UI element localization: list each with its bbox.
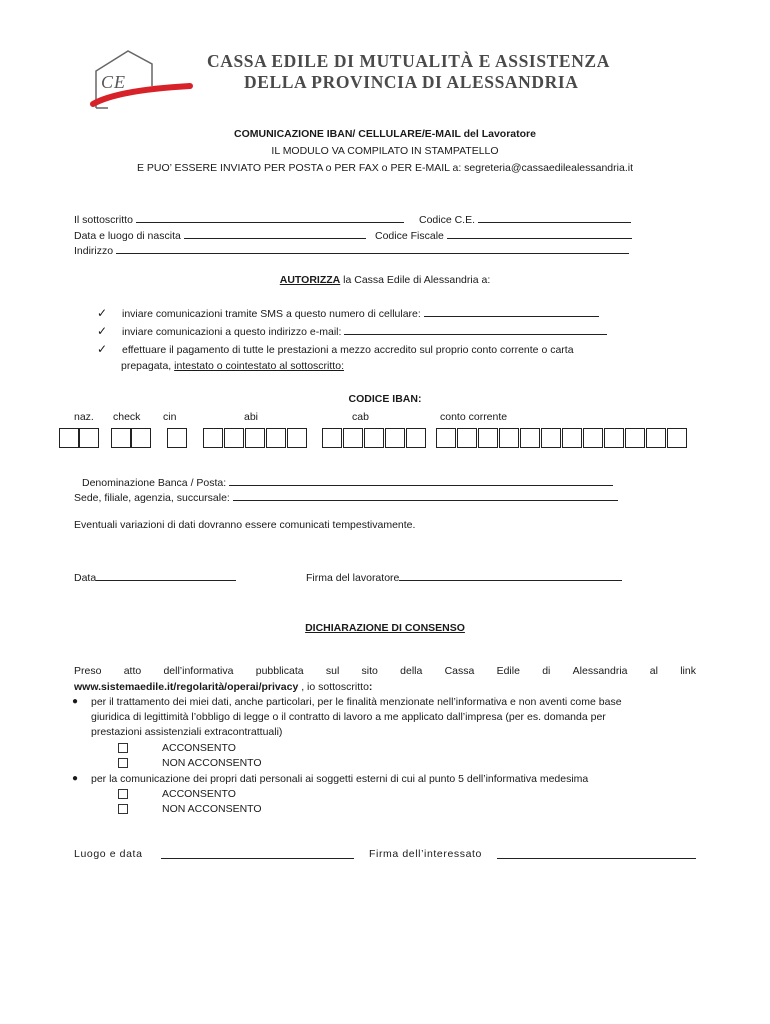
preso-word: della bbox=[400, 665, 423, 677]
field-codice-ce[interactable] bbox=[419, 212, 631, 226]
label-firma-lavoratore: Firma del lavoratore bbox=[306, 572, 400, 584]
iban-box-abi[interactable] bbox=[287, 428, 307, 448]
iban-box-conto[interactable] bbox=[583, 428, 603, 448]
non-acconsento-label: NON ACCONSENTO bbox=[162, 757, 262, 769]
iban-box-naz[interactable] bbox=[59, 428, 79, 448]
iban-box-conto[interactable] bbox=[457, 428, 477, 448]
iban-box-cab[interactable] bbox=[322, 428, 342, 448]
iban-box-abi[interactable] bbox=[245, 428, 265, 448]
privacy-link-rest: , io sottoscritto bbox=[298, 681, 369, 693]
label-luogo-data: Luogo e data bbox=[74, 848, 143, 860]
data-luogo-line[interactable] bbox=[184, 228, 366, 239]
sottoscritto-line[interactable] bbox=[136, 212, 404, 223]
acconsento-label: ACCONSENTO bbox=[162, 788, 236, 800]
iban-box-conto[interactable] bbox=[541, 428, 561, 448]
iban-box-abi[interactable] bbox=[224, 428, 244, 448]
iban-box-conto[interactable] bbox=[604, 428, 624, 448]
checkbox-icon[interactable] bbox=[118, 789, 128, 799]
privacy-link-line bbox=[74, 681, 372, 693]
iban-box-conto[interactable] bbox=[625, 428, 645, 448]
option-non-acconsento-1[interactable] bbox=[118, 757, 262, 769]
checkmark-icon: ✓ bbox=[97, 342, 108, 356]
iban-label-naz: naz. bbox=[74, 411, 94, 423]
data-line[interactable] bbox=[96, 570, 236, 581]
option-acconsento-1[interactable] bbox=[118, 742, 236, 754]
denominazione-line[interactable] bbox=[229, 475, 613, 486]
preso-word: Alessandria bbox=[572, 665, 628, 677]
label-firma-interessato: Firma dell’interessato bbox=[369, 848, 482, 860]
iban-box-cab[interactable] bbox=[364, 428, 384, 448]
sede-line[interactable] bbox=[233, 490, 618, 501]
bullet1-line3: prestazioni assistenziali extracontrattuali) bbox=[91, 726, 283, 738]
form-heading: COMUNICAZIONE IBAN/ CELLULARE/E-MAIL del Lavoratore bbox=[234, 128, 536, 140]
iban-box-conto[interactable] bbox=[520, 428, 540, 448]
iban-box-conto[interactable] bbox=[562, 428, 582, 448]
autorizza-item-sms[interactable] bbox=[97, 306, 599, 320]
iban-box-check[interactable] bbox=[111, 428, 131, 448]
iban-box-conto[interactable] bbox=[499, 428, 519, 448]
autorizza-rest: la Cassa Edile di Alessandria a: bbox=[340, 274, 491, 286]
consenso-title: DICHIARAZIONE DI CONSENSO bbox=[305, 622, 465, 634]
iban-label-abi: abi bbox=[244, 411, 259, 423]
field-indirizzo[interactable] bbox=[74, 243, 629, 257]
firma-lavoratore-line[interactable] bbox=[399, 570, 622, 581]
label-sottoscritto: Il sottoscritto bbox=[74, 214, 133, 226]
preso-word: al bbox=[649, 665, 658, 677]
preso-word: pubblicata bbox=[255, 665, 304, 677]
bullet1-line1: per il trattamento dei miei dati, anche particolari, per le finalità menzionate nell’informativa e non aventi come base bbox=[91, 696, 622, 708]
preso-word: atto bbox=[123, 665, 142, 677]
acconsento-label: ACCONSENTO bbox=[162, 742, 236, 754]
label-denominazione-banca: Denominazione Banca / Posta: bbox=[82, 477, 227, 489]
preso-word: sito bbox=[361, 665, 378, 677]
option-non-acconsento-2[interactable] bbox=[118, 803, 262, 815]
bullet1-line2: giuridica di legittimità l’obbligo di legge o il contratto di lavoro a me applicato dall’impresa (per es. domanda per bbox=[91, 711, 606, 723]
label-sede: Sede, filiale, agenzia, succursale: bbox=[74, 492, 230, 504]
indirizzo-line[interactable] bbox=[116, 243, 629, 254]
autorizza-item-pagamento[interactable] bbox=[97, 342, 574, 356]
field-codice-fiscale[interactable] bbox=[375, 228, 632, 242]
preso-word: link bbox=[680, 665, 696, 677]
iban-box-conto[interactable] bbox=[667, 428, 687, 448]
iban-label-conto: conto corrente bbox=[440, 411, 508, 423]
field-data[interactable] bbox=[74, 570, 236, 584]
autorizza-bold: AUTORIZZA bbox=[279, 274, 341, 286]
autorizza-heading bbox=[0, 274, 770, 286]
logo bbox=[88, 46, 198, 116]
org-title-line1: CASSA EDILE DI MUTUALITÀ E ASSISTENZA bbox=[207, 51, 610, 71]
preso-word: Edile bbox=[496, 665, 520, 677]
label-data: Data bbox=[74, 572, 97, 584]
autorizza-item-email[interactable] bbox=[97, 324, 607, 338]
item-pagamento-cont-underlined: intestato o cointestato al sottoscritto: bbox=[174, 360, 344, 372]
checkbox-icon[interactable] bbox=[118, 758, 128, 768]
item-email-label: inviare comunicazioni a questo indirizzo e-mail: bbox=[121, 326, 342, 338]
preso-word: di bbox=[542, 665, 551, 677]
iban-label-cin: cin bbox=[163, 411, 177, 423]
email-line[interactable] bbox=[344, 324, 607, 335]
cellulare-line[interactable] bbox=[424, 306, 599, 317]
preso-word: Cassa bbox=[444, 665, 475, 677]
codice-fiscale-line[interactable] bbox=[447, 228, 632, 239]
luogo-data-line[interactable] bbox=[161, 848, 354, 862]
firma-interessato-line[interactable] bbox=[497, 848, 696, 862]
field-sottoscritto[interactable] bbox=[74, 212, 404, 226]
sending-note: E PUO’ ESSERE INVIATO PER POSTA o PER FAX o PER E-MAIL a: segreteria@cassaedilealessandria.it bbox=[137, 162, 633, 174]
privacy-link[interactable]: www.sistemaedile.it/regolarità/operai/privacy bbox=[74, 681, 299, 693]
iban-box-cab[interactable] bbox=[343, 428, 363, 448]
checkmark-icon: ✓ bbox=[97, 324, 108, 338]
preso-word: dell’informativa bbox=[163, 665, 234, 677]
item-pagamento-cont bbox=[121, 360, 344, 372]
iban-box-conto[interactable] bbox=[646, 428, 666, 448]
preso-word: sul bbox=[325, 665, 340, 677]
codice-ce-line[interactable] bbox=[478, 212, 631, 223]
variazioni-note: Eventuali variazioni di dati dovranno essere comunicati tempestivamente. bbox=[74, 519, 416, 531]
option-acconsento-2[interactable] bbox=[118, 788, 236, 800]
privacy-link-colon: : bbox=[368, 681, 373, 693]
checkbox-icon[interactable] bbox=[118, 743, 128, 753]
iban-title: CODICE IBAN: bbox=[348, 393, 422, 405]
bullet-icon: ● bbox=[72, 696, 79, 707]
iban-box-cab[interactable] bbox=[406, 428, 426, 448]
checkmark-icon: ✓ bbox=[97, 306, 108, 320]
iban-box-cin[interactable] bbox=[167, 428, 187, 448]
iban-label-check: check bbox=[113, 411, 141, 423]
bullet-icon: ● bbox=[72, 773, 79, 784]
label-codice-fiscale: Codice Fiscale bbox=[375, 230, 444, 242]
iban-box-abi[interactable] bbox=[203, 428, 223, 448]
field-sede[interactable] bbox=[74, 490, 618, 504]
field-firma-lavoratore[interactable] bbox=[306, 570, 622, 584]
logo-text: CE bbox=[101, 72, 127, 92]
checkbox-icon[interactable] bbox=[118, 804, 128, 814]
org-title-line2: DELLA PROVINCIA DI ALESSANDRIA bbox=[244, 72, 579, 92]
iban-box-abi[interactable] bbox=[266, 428, 286, 448]
bullet2-text: per la comunicazione dei propri dati personali ai soggetti esterni di cui al punto 5 dell’informativa medesima bbox=[91, 773, 589, 785]
preso-word: Preso bbox=[74, 665, 102, 677]
iban-box-conto[interactable] bbox=[436, 428, 456, 448]
label-indirizzo: Indirizzo bbox=[74, 245, 114, 257]
iban-box-check[interactable] bbox=[131, 428, 151, 448]
item-pagamento-cont-plain: prepagata, bbox=[121, 360, 175, 372]
stampatello-note: IL MODULO VA COMPILATO IN STAMPATELLO bbox=[271, 145, 499, 157]
label-codice-ce: Codice C.E. bbox=[419, 214, 476, 226]
item-pagamento-label: effettuare il pagamento di tutte le prestazioni a mezzo accredito sul proprio conto corrente o carta bbox=[121, 344, 574, 356]
field-denominazione-banca[interactable] bbox=[82, 475, 613, 489]
iban-label-cab: cab bbox=[352, 411, 369, 423]
preso-atto-line bbox=[74, 665, 696, 677]
iban-box-naz[interactable] bbox=[79, 428, 99, 448]
label-data-luogo: Data e luogo di nascita bbox=[74, 230, 181, 242]
iban-box-cab[interactable] bbox=[385, 428, 405, 448]
iban-box-conto[interactable] bbox=[478, 428, 498, 448]
field-data-luogo[interactable] bbox=[74, 228, 366, 242]
non-acconsento-label: NON ACCONSENTO bbox=[162, 803, 262, 815]
item-sms-label: inviare comunicazioni tramite SMS a questo numero di cellulare: bbox=[121, 308, 421, 320]
